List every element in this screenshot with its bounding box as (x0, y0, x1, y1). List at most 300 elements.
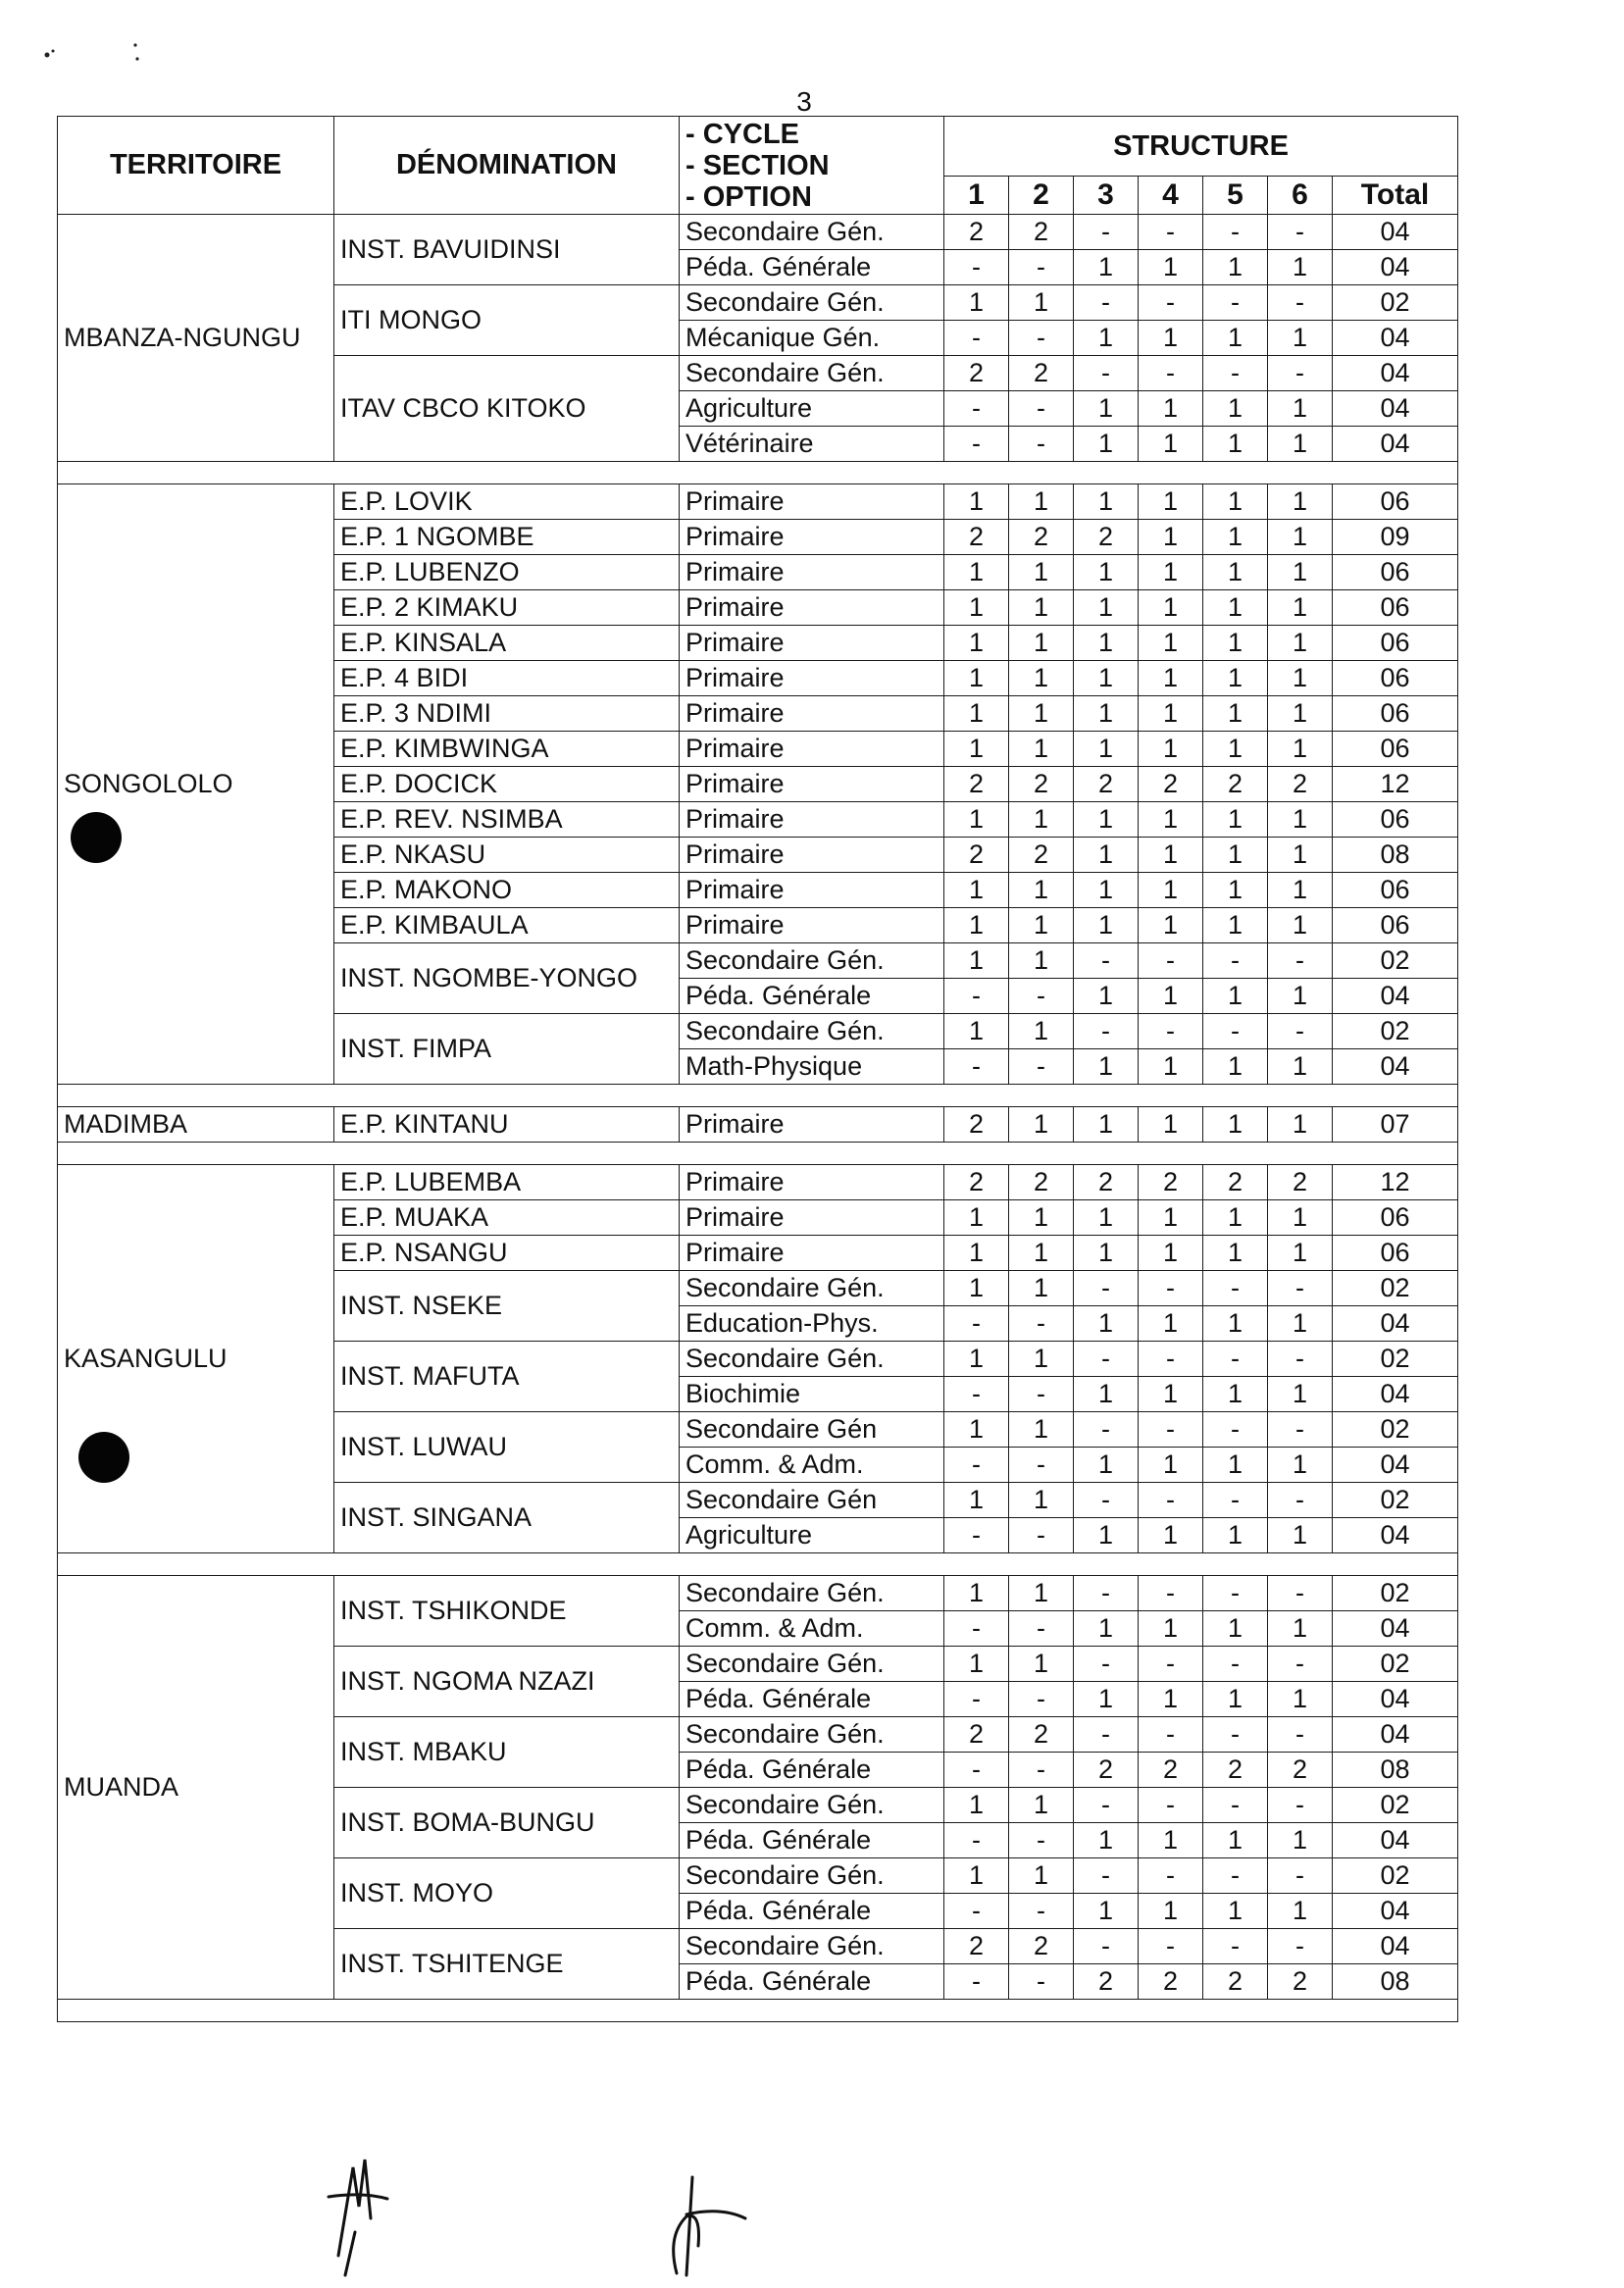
year-3-count: - (1074, 1014, 1139, 1049)
year-2-count: 1 (1009, 696, 1074, 732)
year-1-count: - (944, 250, 1009, 285)
year-3-count: - (1074, 356, 1139, 391)
year-2-count: 1 (1009, 1412, 1074, 1448)
year-4-count: 1 (1139, 1611, 1203, 1647)
total-count: 02 (1333, 1342, 1458, 1377)
header-cycle: - CYCLE (685, 118, 799, 150)
school-name: E.P. KINSALA (334, 626, 680, 661)
year-3-count: 1 (1074, 1049, 1139, 1085)
year-5-count: - (1203, 285, 1268, 321)
total-count: 04 (1333, 1929, 1458, 1964)
year-4-count: 1 (1139, 1107, 1203, 1143)
year-4-count: - (1139, 215, 1203, 250)
school-name: E.P. MUAKA (334, 1200, 680, 1236)
option-cell: Secondaire Gén. (680, 1858, 944, 1894)
year-6-count: - (1268, 1014, 1333, 1049)
territory-name: MBANZA-NGUNGU (58, 215, 334, 462)
year-5-count: - (1203, 1717, 1268, 1753)
year-5-count: 1 (1203, 873, 1268, 908)
year-1-count: 1 (944, 696, 1009, 732)
school-name: INST. NGOMBE-YONGO (334, 943, 680, 1014)
year-6-count: - (1268, 285, 1333, 321)
year-6-count: 2 (1268, 1964, 1333, 2000)
territory-separator (58, 1553, 1458, 1576)
year-1-count: 2 (944, 356, 1009, 391)
year-6-count: - (1268, 1647, 1333, 1682)
year-5-count: 1 (1203, 520, 1268, 555)
school-name: INST. BAVUIDINSI (334, 215, 680, 285)
school-name: E.P. 3 NDIMI (334, 696, 680, 732)
year-6-count: 1 (1268, 838, 1333, 873)
year-6-count: 1 (1268, 1236, 1333, 1271)
year-5-count: - (1203, 1483, 1268, 1518)
option-cell: Primaire (680, 1236, 944, 1271)
total-count: 12 (1333, 1165, 1458, 1200)
year-1-count: 2 (944, 838, 1009, 873)
option-cell: Comm. & Adm. (680, 1448, 944, 1483)
total-count: 06 (1333, 732, 1458, 767)
year-6-count: 1 (1268, 696, 1333, 732)
total-count: 04 (1333, 1611, 1458, 1647)
year-2-count: - (1009, 391, 1074, 427)
total-count: 02 (1333, 1858, 1458, 1894)
year-5-count: 1 (1203, 1518, 1268, 1553)
year-5-count: 1 (1203, 484, 1268, 520)
year-2-count: - (1009, 1377, 1074, 1412)
territory-name: SONGOLOLO (58, 484, 334, 1085)
year-5-count: 1 (1203, 802, 1268, 838)
year-1-count: - (944, 391, 1009, 427)
year-1-count: 2 (944, 1717, 1009, 1753)
year-1-count: 1 (944, 484, 1009, 520)
year-2-count: - (1009, 1964, 1074, 2000)
year-3-count: 1 (1074, 1894, 1139, 1929)
signatures (0, 2138, 1624, 2283)
option-cell: Primaire (680, 802, 944, 838)
year-4-count: 1 (1139, 626, 1203, 661)
year-2-count: 2 (1009, 215, 1074, 250)
year-3-count: - (1074, 1271, 1139, 1306)
year-1-count: 1 (944, 1788, 1009, 1823)
year-3-count: 2 (1074, 767, 1139, 802)
table-row (58, 1576, 1458, 1611)
school-name: INST. TSHITENGE (334, 1929, 680, 2000)
year-5-count: - (1203, 1647, 1268, 1682)
year-3-count: 1 (1074, 802, 1139, 838)
year-6-count: 1 (1268, 908, 1333, 943)
year-4-count: 1 (1139, 555, 1203, 590)
year-6-count: 1 (1268, 1611, 1333, 1647)
option-cell: Secondaire Gén. (680, 1342, 944, 1377)
year-1-count: 1 (944, 661, 1009, 696)
school-name: E.P. NSANGU (334, 1236, 680, 1271)
year-3-count: 2 (1074, 520, 1139, 555)
year-2-count: 1 (1009, 1647, 1074, 1682)
year-2-count: 1 (1009, 802, 1074, 838)
school-name: INST. LUWAU (334, 1412, 680, 1483)
school-name: ITI MONGO (334, 285, 680, 356)
year-4-count: 1 (1139, 250, 1203, 285)
year-4-count: 1 (1139, 979, 1203, 1014)
year-4-count: 1 (1139, 732, 1203, 767)
year-6-count: 1 (1268, 979, 1333, 1014)
total-count: 09 (1333, 520, 1458, 555)
year-3-count: 2 (1074, 1165, 1139, 1200)
year-5-count: - (1203, 1788, 1268, 1823)
year-2-count: 1 (1009, 626, 1074, 661)
year-2-count: 1 (1009, 285, 1074, 321)
option-cell: Primaire (680, 732, 944, 767)
year-5-count: 2 (1203, 1753, 1268, 1788)
table-row (58, 215, 1458, 250)
total-count: 04 (1333, 1894, 1458, 1929)
year-4-count: - (1139, 1647, 1203, 1682)
year-6-count: 2 (1268, 1753, 1333, 1788)
school-name: INST. BOMA-BUNGU (334, 1788, 680, 1858)
year-4-count: 1 (1139, 520, 1203, 555)
option-cell: Péda. Générale (680, 1753, 944, 1788)
table-row (58, 484, 1458, 520)
year-3-count: 1 (1074, 1107, 1139, 1143)
year-2-count: 2 (1009, 356, 1074, 391)
year-4-count: - (1139, 1717, 1203, 1753)
year-3-count: 1 (1074, 1377, 1139, 1412)
year-5-count: - (1203, 943, 1268, 979)
year-4-count: 1 (1139, 802, 1203, 838)
year-4-count: 1 (1139, 1236, 1203, 1271)
year-4-count: 1 (1139, 427, 1203, 462)
school-name: E.P. 1 NGOMBE (334, 520, 680, 555)
year-6-count: - (1268, 1788, 1333, 1823)
year-4-count: - (1139, 285, 1203, 321)
table-row (58, 1107, 1458, 1143)
year-2-count: 1 (1009, 661, 1074, 696)
year-5-count: 1 (1203, 626, 1268, 661)
year-5-count: 1 (1203, 250, 1268, 285)
punch-hole-mark (78, 1432, 129, 1483)
year-6-count: 1 (1268, 1448, 1333, 1483)
year-1-count: 2 (944, 520, 1009, 555)
total-count: 04 (1333, 321, 1458, 356)
year-6-count: 1 (1268, 626, 1333, 661)
option-cell: Primaire (680, 1165, 944, 1200)
year-4-count: 1 (1139, 590, 1203, 626)
year-5-count: 1 (1203, 391, 1268, 427)
year-5-count: 1 (1203, 1611, 1268, 1647)
year-2-count: 2 (1009, 1929, 1074, 1964)
year-6-count: - (1268, 1271, 1333, 1306)
option-cell: Primaire (680, 767, 944, 802)
table-body (58, 215, 1458, 2022)
header-year-3: 3 (1074, 177, 1139, 215)
year-6-count: 1 (1268, 873, 1333, 908)
total-count: 04 (1333, 250, 1458, 285)
school-name: INST. MBAKU (334, 1717, 680, 1788)
year-6-count: 1 (1268, 321, 1333, 356)
year-4-count: 1 (1139, 1894, 1203, 1929)
option-cell: Agriculture (680, 391, 944, 427)
year-6-count: 1 (1268, 1377, 1333, 1412)
territory-name: MADIMBA (58, 1107, 334, 1143)
total-count: 04 (1333, 391, 1458, 427)
year-4-count: 1 (1139, 838, 1203, 873)
year-2-count: - (1009, 427, 1074, 462)
year-2-count: 1 (1009, 484, 1074, 520)
option-cell: Primaire (680, 838, 944, 873)
year-4-count: 1 (1139, 484, 1203, 520)
total-count: 02 (1333, 1412, 1458, 1448)
year-2-count: 1 (1009, 1342, 1074, 1377)
year-2-count: 2 (1009, 838, 1074, 873)
year-4-count: 1 (1139, 908, 1203, 943)
territory-separator (58, 2000, 1458, 2022)
year-5-count: 1 (1203, 1107, 1268, 1143)
year-2-count: 1 (1009, 1271, 1074, 1306)
year-5-count: - (1203, 1576, 1268, 1611)
option-cell: Primaire (680, 626, 944, 661)
year-3-count: 1 (1074, 555, 1139, 590)
school-name: INST. FIMPA (334, 1014, 680, 1085)
year-1-count: - (944, 1611, 1009, 1647)
year-6-count: 1 (1268, 1107, 1333, 1143)
total-count: 08 (1333, 838, 1458, 873)
year-6-count: 1 (1268, 1049, 1333, 1085)
total-count: 08 (1333, 1753, 1458, 1788)
year-4-count: 2 (1139, 1165, 1203, 1200)
year-4-count: 2 (1139, 1753, 1203, 1788)
year-4-count: - (1139, 1858, 1203, 1894)
header-year-5: 5 (1203, 177, 1268, 215)
total-count: 04 (1333, 427, 1458, 462)
year-4-count: - (1139, 356, 1203, 391)
school-name: INST. MAFUTA (334, 1342, 680, 1412)
total-count: 07 (1333, 1107, 1458, 1143)
year-2-count: 1 (1009, 873, 1074, 908)
school-name: E.P. MAKONO (334, 873, 680, 908)
total-count: 02 (1333, 943, 1458, 979)
year-3-count: 1 (1074, 1306, 1139, 1342)
year-4-count: 1 (1139, 1448, 1203, 1483)
year-1-count: 1 (944, 1236, 1009, 1271)
school-name: E.P. LOVIK (334, 484, 680, 520)
year-6-count: 1 (1268, 1682, 1333, 1717)
year-6-count: - (1268, 1483, 1333, 1518)
year-5-count: 1 (1203, 1200, 1268, 1236)
total-count: 04 (1333, 1518, 1458, 1553)
year-5-count: 1 (1203, 838, 1268, 873)
year-5-count: 1 (1203, 321, 1268, 356)
year-2-count: 1 (1009, 1576, 1074, 1611)
option-cell: Péda. Générale (680, 1894, 944, 1929)
year-2-count: 1 (1009, 1236, 1074, 1271)
year-3-count: - (1074, 1647, 1139, 1682)
year-1-count: - (944, 1377, 1009, 1412)
page-number: 3 (796, 86, 812, 117)
year-1-count: 1 (944, 943, 1009, 979)
year-3-count: 1 (1074, 732, 1139, 767)
year-4-count: - (1139, 1483, 1203, 1518)
year-6-count: - (1268, 1412, 1333, 1448)
year-1-count: 1 (944, 1576, 1009, 1611)
year-3-count: 1 (1074, 1611, 1139, 1647)
year-2-count: 1 (1009, 1200, 1074, 1236)
year-4-count: - (1139, 1412, 1203, 1448)
school-name: INST. MOYO (334, 1858, 680, 1929)
option-cell: Péda. Générale (680, 979, 944, 1014)
year-3-count: 1 (1074, 1518, 1139, 1553)
territory-separator (58, 462, 1458, 484)
year-5-count: 1 (1203, 555, 1268, 590)
year-6-count: 1 (1268, 1518, 1333, 1553)
year-3-count: - (1074, 1342, 1139, 1377)
year-1-count: 1 (944, 1271, 1009, 1306)
year-3-count: 1 (1074, 1448, 1139, 1483)
header-total: Total (1333, 177, 1458, 215)
year-4-count: - (1139, 943, 1203, 979)
year-2-count: - (1009, 321, 1074, 356)
year-5-count: - (1203, 1929, 1268, 1964)
year-1-count: - (944, 1049, 1009, 1085)
year-3-count: 1 (1074, 1682, 1139, 1717)
year-1-count: 1 (944, 908, 1009, 943)
year-5-count: - (1203, 1412, 1268, 1448)
option-cell: Primaire (680, 661, 944, 696)
year-1-count: 1 (944, 873, 1009, 908)
school-name: E.P. DOCICK (334, 767, 680, 802)
year-2-count: 1 (1009, 1107, 1074, 1143)
year-3-count: - (1074, 943, 1139, 979)
option-cell: Primaire (680, 696, 944, 732)
option-cell: Péda. Générale (680, 1682, 944, 1717)
header-cycle-section-option (680, 117, 944, 215)
year-6-count: 1 (1268, 1894, 1333, 1929)
option-cell: Secondaire Gén. (680, 1929, 944, 1964)
year-2-count: 1 (1009, 1483, 1074, 1518)
schools-table (57, 116, 1458, 2022)
year-1-count: 1 (944, 1014, 1009, 1049)
year-4-count: 1 (1139, 661, 1203, 696)
header-row (58, 117, 1458, 177)
year-4-count: 1 (1139, 696, 1203, 732)
school-name: E.P. NKASU (334, 838, 680, 873)
school-name: E.P. LUBEMBA (334, 1165, 680, 1200)
year-2-count: - (1009, 1518, 1074, 1553)
year-3-count: - (1074, 285, 1139, 321)
total-count: 06 (1333, 1200, 1458, 1236)
year-6-count: - (1268, 943, 1333, 979)
year-1-count: 1 (944, 626, 1009, 661)
year-4-count: 1 (1139, 1823, 1203, 1858)
total-count: 02 (1333, 285, 1458, 321)
year-5-count: 1 (1203, 1306, 1268, 1342)
year-6-count: 1 (1268, 427, 1333, 462)
year-1-count: 1 (944, 802, 1009, 838)
territory-name: MUANDA (58, 1576, 334, 2000)
year-3-count: - (1074, 215, 1139, 250)
year-3-count: 1 (1074, 391, 1139, 427)
year-5-count: 1 (1203, 979, 1268, 1014)
year-4-count: 1 (1139, 1306, 1203, 1342)
year-1-count: 1 (944, 590, 1009, 626)
year-2-count: 1 (1009, 908, 1074, 943)
year-4-count: - (1139, 1342, 1203, 1377)
separator-cell (58, 1085, 1458, 1107)
year-3-count: - (1074, 1717, 1139, 1753)
signature-right (674, 2177, 745, 2275)
year-4-count: 1 (1139, 391, 1203, 427)
option-cell: Primaire (680, 590, 944, 626)
year-3-count: 1 (1074, 1200, 1139, 1236)
year-6-count: 1 (1268, 661, 1333, 696)
year-3-count: - (1074, 1858, 1139, 1894)
header-year-1: 1 (944, 177, 1009, 215)
option-cell: Secondaire Gén. (680, 215, 944, 250)
year-3-count: 1 (1074, 1236, 1139, 1271)
year-4-count: 2 (1139, 1964, 1203, 2000)
year-3-count: - (1074, 1929, 1139, 1964)
separator-cell (58, 1143, 1458, 1165)
year-1-count: 1 (944, 1342, 1009, 1377)
year-6-count: - (1268, 1576, 1333, 1611)
year-1-count: - (944, 427, 1009, 462)
year-3-count: 1 (1074, 661, 1139, 696)
year-5-count: - (1203, 1014, 1268, 1049)
school-name: INST. NSEKE (334, 1271, 680, 1342)
total-count: 06 (1333, 696, 1458, 732)
option-cell: Secondaire Gén. (680, 1717, 944, 1753)
year-5-count: 2 (1203, 1165, 1268, 1200)
header-year-4: 4 (1139, 177, 1203, 215)
year-5-count: - (1203, 1858, 1268, 1894)
option-cell: Secondaire Gén. (680, 1788, 944, 1823)
year-5-count: 1 (1203, 590, 1268, 626)
total-count: 06 (1333, 908, 1458, 943)
option-cell: Secondaire Gén. (680, 1647, 944, 1682)
year-6-count: - (1268, 356, 1333, 391)
total-count: 04 (1333, 1306, 1458, 1342)
total-count: 06 (1333, 555, 1458, 590)
year-4-count: 1 (1139, 1200, 1203, 1236)
year-5-count: 2 (1203, 1964, 1268, 2000)
header-section: - SECTION (685, 149, 830, 181)
year-3-count: - (1074, 1576, 1139, 1611)
year-3-count: 1 (1074, 873, 1139, 908)
option-cell: Agriculture (680, 1518, 944, 1553)
school-name: E.P. 2 KIMAKU (334, 590, 680, 626)
year-6-count: - (1268, 1929, 1333, 1964)
option-cell: Primaire (680, 873, 944, 908)
school-name: E.P. KIMBAULA (334, 908, 680, 943)
year-2-count: 1 (1009, 1858, 1074, 1894)
year-5-count: 1 (1203, 1448, 1268, 1483)
territory-separator (58, 1085, 1458, 1107)
year-6-count: 1 (1268, 250, 1333, 285)
year-1-count: 1 (944, 1412, 1009, 1448)
option-cell: Péda. Générale (680, 250, 944, 285)
total-count: 06 (1333, 802, 1458, 838)
year-5-count: 1 (1203, 732, 1268, 767)
school-name: E.P. 4 BIDI (334, 661, 680, 696)
option-cell: Education-Phys. (680, 1306, 944, 1342)
year-6-count: 1 (1268, 555, 1333, 590)
school-name: INST. SINGANA (334, 1483, 680, 1553)
total-count: 04 (1333, 979, 1458, 1014)
year-1-count: - (944, 1964, 1009, 2000)
total-count: 06 (1333, 661, 1458, 696)
year-1-count: - (944, 1753, 1009, 1788)
year-1-count: 2 (944, 215, 1009, 250)
header-year-2: 2 (1009, 177, 1074, 215)
